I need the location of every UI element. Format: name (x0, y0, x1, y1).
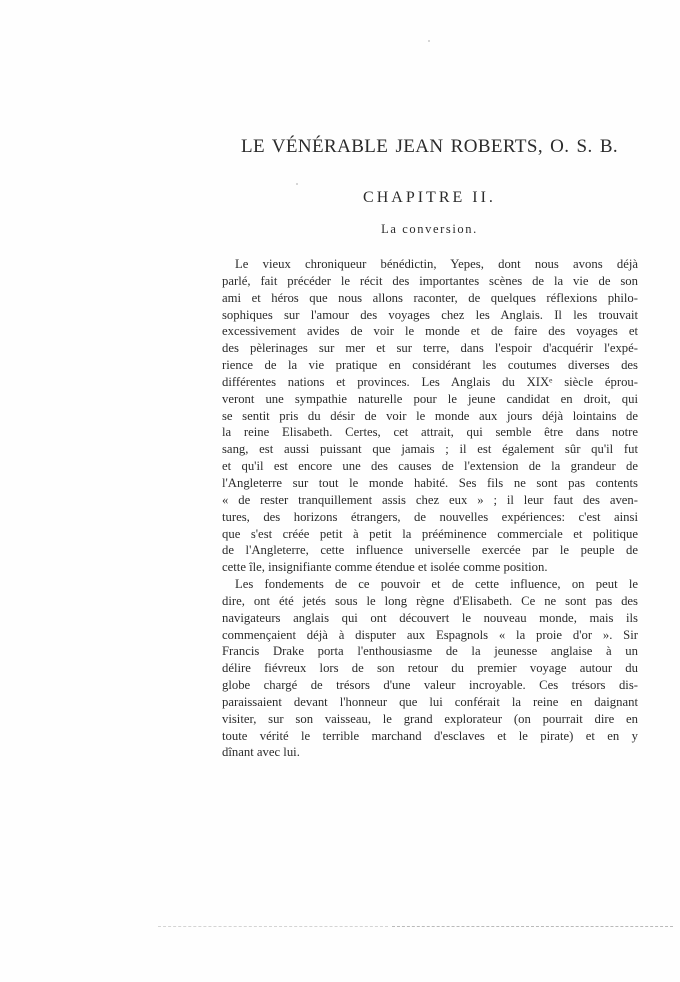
text-line: globe chargé de trésors d'une valeur incroyable. Ces trésors dis- (222, 678, 638, 693)
text-line: différentes nations et provinces. Les Anglais du XIXᵉ siècle éprou- (222, 374, 638, 389)
scan-artifact-line-right (392, 926, 673, 927)
text-line: Les fondements de ce pouvoir et de cette influence, on peut le (235, 577, 638, 592)
text-line: l'Angleterre sur tout le monde habité. Ses fils ne sont pas contents (222, 475, 638, 490)
scan-speck (296, 183, 298, 185)
text-line: visiter, sur son vaisseau, le grand explorateur (on pourrait dire en (222, 711, 638, 726)
text-line: tures, des horizons étrangers, de nouvelles expériences: c'est ainsi (222, 509, 638, 524)
text-line: sang, est aussi puissant que jamais ; il est également sûr qu'il fut (222, 442, 638, 457)
text-line: commençaient déjà à disputer aux Espagnols « la proie d'or ». Sir (222, 627, 638, 642)
text-line: dire, ont été jetés sous le long règne d'Elisabeth. Ce ne sont pas des (222, 593, 638, 608)
text-line: de l'Angleterre, cette influence universelle exercée par le peuple de (222, 543, 638, 558)
text-line: sophiques sur l'amour des voyages chez les Anglais. Il les trouvait (222, 307, 638, 322)
chapter-heading: CHAPITRE II. (363, 189, 496, 206)
text-line: navigateurs anglais qui ont découvert le nouveau monde, mais ils (222, 610, 638, 625)
text-line: paraissaient devant l'honneur que lui conférait la reine en daignant (222, 694, 638, 709)
book-title: LE VÉNÉRABLE JEAN ROBERTS, O. S. B. (240, 136, 619, 157)
text-line: que s'est créée petit à petit la prééminence commerciale et politique (222, 526, 638, 541)
text-line: parlé, fait précéder le récit des importantes scènes de la vie de son (222, 273, 638, 288)
body-text (222, 256, 638, 761)
text-line: cette île, insignifiante comme étendue et isolée comme position. (222, 560, 548, 575)
text-line: dînant avec lui. (222, 745, 300, 760)
text-line: « de rester tranquillement assis chez eux » ; il leur faut des aven- (222, 492, 638, 507)
section-heading: La conversion. (381, 222, 478, 236)
text-line: et qu'il est encore une des causes de l'extension de la grandeur de (222, 459, 638, 474)
text-line: toute vérité le terrible marchand d'esclaves et le pirate) et en y (222, 728, 638, 743)
text-line: des pèlerinages sur mer et sur terre, dans l'espoir d'acquérir l'expé- (222, 341, 638, 356)
text-line: Le vieux chroniqueur bénédictin, Yepes, dont nous avons déjà (235, 257, 638, 271)
text-line: rience de la vie pratique en considérant les coutumes diverses des (222, 358, 638, 373)
text-line: se sentit pris du désir de voir le monde aux jours déjà lointains de (222, 408, 638, 423)
text-line: veront une sympathie naturelle pour le jeune candidat en droit, qui (222, 391, 638, 406)
text-line: Francis Drake porta l'enthousiasme de la jeunesse anglaise à un (222, 644, 638, 659)
text-line: ami et héros que nous allons raconter, de quelques réflexions philo- (222, 290, 638, 305)
text-line: excessivement avides de voir le monde et de faire des voyages et (222, 324, 638, 339)
paragraph (222, 256, 638, 576)
scan-artifact-line-left (158, 926, 388, 927)
text-line: la reine Elisabeth. Certes, cet attrait, qui semble être dans notre (222, 425, 638, 440)
text-line: délire fiévreux lors de son retour du premier voyage autour du (222, 661, 638, 676)
paragraph (222, 576, 638, 761)
scan-speck (428, 40, 430, 42)
